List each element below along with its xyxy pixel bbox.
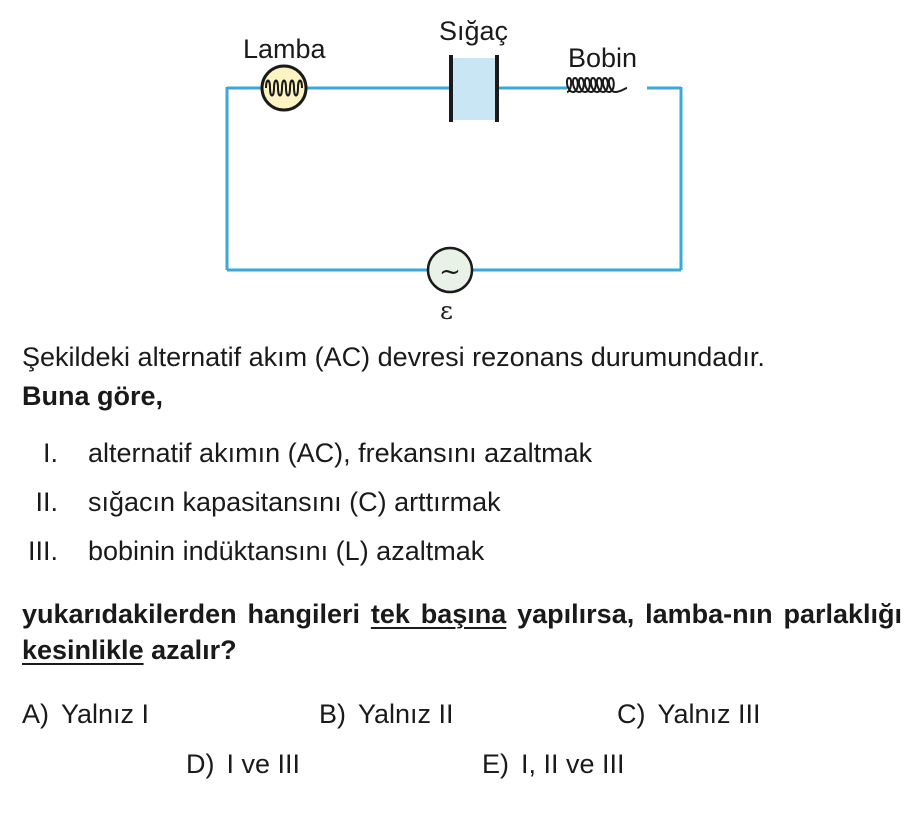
choice-letter: D) [186, 749, 215, 779]
item-number: II. [35, 487, 58, 517]
choice-letter: A) [22, 699, 49, 729]
prompt-underline-2: kesinlikle [22, 635, 144, 666]
coil-icon [567, 78, 627, 92]
choice-text: Yalnız I [61, 699, 150, 729]
question-prompt [22, 596, 902, 669]
choice-e[interactable] [482, 751, 625, 778]
choice-text: Yalnız II [358, 699, 454, 729]
choice-text: I, II ve III [521, 749, 625, 779]
choice-a[interactable] [22, 701, 149, 728]
item-text: bobinin indüktansını (L) azaltmak [88, 536, 485, 566]
choice-b[interactable] [319, 701, 454, 728]
prompt-underline-1: tek başına [370, 599, 507, 629]
item-text: sığacın kapasitansını (C) arttırmak [88, 487, 501, 517]
list-item [0, 440, 900, 470]
choice-text: I ve III [226, 749, 301, 779]
capacitor-label: Sığaç [439, 16, 509, 46]
choice-letter: B) [319, 699, 346, 729]
choice-text: Yalnız III [657, 699, 761, 729]
item-number: III. [27, 536, 58, 566]
prompt-part-3: azalır? [143, 635, 237, 666]
ac-source-icon [428, 248, 472, 292]
ac-source-symbol: ~ [439, 257, 461, 287]
lamp-label: Lamba [243, 34, 326, 64]
list-item [0, 489, 900, 519]
circuit-svg [0, 0, 917, 335]
choice-letter: C) [617, 699, 646, 729]
question-stem [22, 340, 902, 414]
circuit-diagram [0, 0, 917, 335]
choice-letter: E) [482, 749, 509, 779]
prompt-part-2: yapılırsa, lamba-nın parlaklığı [506, 599, 902, 629]
choice-c[interactable] [617, 701, 761, 728]
prompt-part-1: yukarıdakilerden hangileri [22, 599, 371, 629]
coil-label: Bobin [568, 43, 638, 73]
source-label: ε [440, 296, 453, 325]
list-item [0, 538, 900, 568]
capacitor-icon [451, 55, 497, 122]
item-text: alternatif akımın (AC), frekansını azaltmak [88, 438, 593, 468]
lamp-icon [262, 66, 306, 110]
choice-d[interactable] [186, 751, 300, 778]
item-number: I. [42, 438, 58, 468]
stem-lead: Buna göre, [22, 381, 164, 412]
stem-text: Şekildeki alternatif akım (AC) devresi rezonans durumundadır. [22, 342, 765, 372]
